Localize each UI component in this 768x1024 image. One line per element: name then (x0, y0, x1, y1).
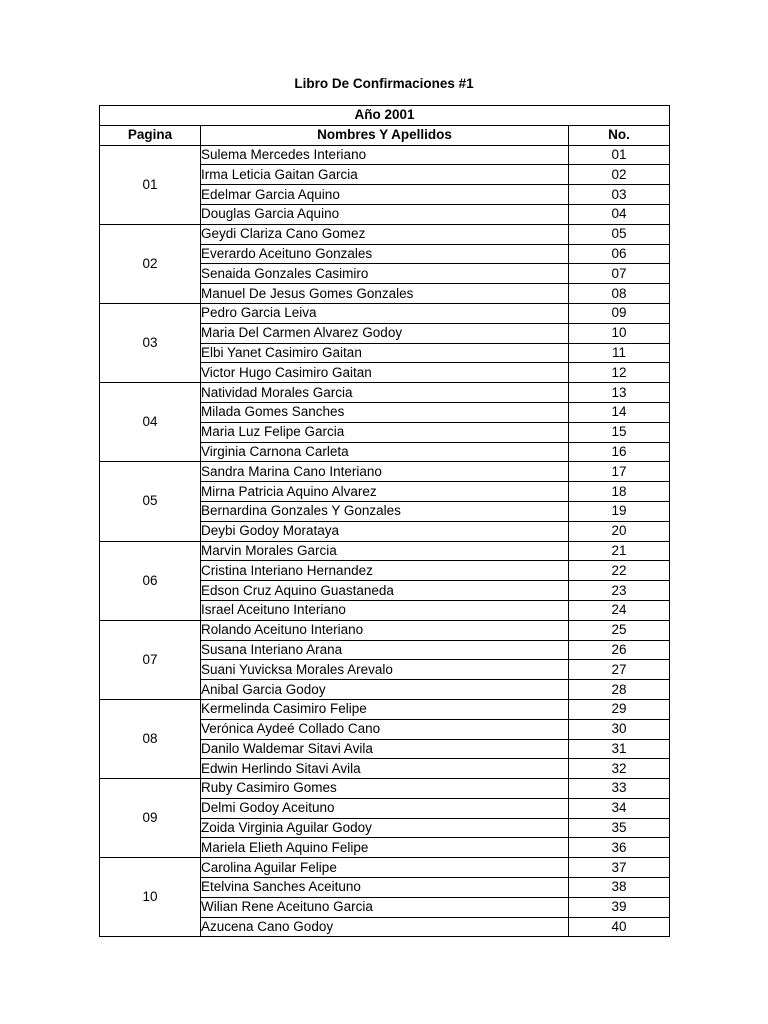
name-cell: Mariela Elieth Aquino Felipe (201, 838, 569, 858)
table-row (100, 462, 670, 482)
pagina-cell: 05 (100, 462, 201, 541)
number-cell: 16 (569, 442, 670, 462)
number-cell: 33 (569, 779, 670, 799)
name-cell: Anibal Garcia Godoy (201, 680, 569, 700)
number-cell: 12 (569, 363, 670, 383)
table-row (100, 145, 670, 165)
name-cell: Carolina Aguilar Felipe (201, 858, 569, 878)
pagina-cell: 01 (100, 145, 201, 224)
pagina-cell: 09 (100, 779, 201, 858)
name-cell: Maria Luz Felipe Garcia (201, 422, 569, 442)
name-cell: Maria Del Carmen Alvarez Godoy (201, 323, 569, 343)
number-cell: 02 (569, 165, 670, 185)
number-cell: 31 (569, 739, 670, 759)
year-row (100, 106, 670, 126)
number-cell: 23 (569, 581, 670, 601)
pagina-cell: 07 (100, 620, 201, 699)
number-cell: 36 (569, 838, 670, 858)
name-cell: Azucena Cano Godoy (201, 917, 569, 937)
document-title: Libro De Confirmaciones #1 (294, 76, 474, 91)
name-cell: Mirna Patricia Aquino Alvarez (201, 482, 569, 502)
name-cell: Irma Leticia Gaitan Garcia (201, 165, 569, 185)
number-cell: 18 (569, 482, 670, 502)
number-cell: 20 (569, 521, 670, 541)
number-cell: 07 (569, 264, 670, 284)
table-row (100, 224, 670, 244)
name-cell: Sulema Mercedes Interiano (201, 145, 569, 165)
name-cell: Senaida Gonzales Casimiro (201, 264, 569, 284)
pagina-cell: 08 (100, 699, 201, 778)
number-cell: 14 (569, 402, 670, 422)
table-row (100, 303, 670, 323)
name-cell: Kermelinda Casimiro Felipe (201, 699, 569, 719)
name-cell: Verónica Aydeé Collado Cano (201, 719, 569, 739)
name-cell: Suani Yuvicksa Morales Arevalo (201, 660, 569, 680)
name-cell: Delmi Godoy Aceituno (201, 798, 569, 818)
table-row (100, 620, 670, 640)
name-cell: Susana Interiano Arana (201, 640, 569, 660)
number-cell: 35 (569, 818, 670, 838)
name-cell: Zoida Virginia Aguilar Godoy (201, 818, 569, 838)
name-cell: Douglas Garcia Aquino (201, 204, 569, 224)
name-cell: Manuel De Jesus Gomes Gonzales (201, 284, 569, 304)
name-cell: Everardo Aceituno Gonzales (201, 244, 569, 264)
number-cell: 21 (569, 541, 670, 561)
number-cell: 25 (569, 620, 670, 640)
name-cell: Edson Cruz Aquino Guastaneda (201, 581, 569, 601)
name-cell: Ruby Casimiro Gomes (201, 779, 569, 799)
pagina-cell: 10 (100, 858, 201, 937)
number-cell: 26 (569, 640, 670, 660)
name-cell: Wilian Rene Aceituno Garcia (201, 897, 569, 917)
name-cell: Milada Gomes Sanches (201, 402, 569, 422)
pagina-cell: 02 (100, 224, 201, 303)
number-cell: 11 (569, 343, 670, 363)
name-cell: Victor Hugo Casimiro Gaitan (201, 363, 569, 383)
number-cell: 05 (569, 224, 670, 244)
number-cell: 24 (569, 600, 670, 620)
name-cell: Marvin Morales Garcia (201, 541, 569, 561)
column-header-row (100, 125, 670, 145)
number-cell: 03 (569, 185, 670, 205)
number-cell: 01 (569, 145, 670, 165)
number-cell: 40 (569, 917, 670, 937)
number-cell: 19 (569, 501, 670, 521)
number-cell: 34 (569, 798, 670, 818)
number-cell: 06 (569, 244, 670, 264)
confirmations-table (99, 105, 670, 937)
table-row (100, 779, 670, 799)
column-header-number: No. (569, 125, 670, 145)
name-cell: Cristina Interiano Hernandez (201, 561, 569, 581)
name-cell: Pedro Garcia Leiva (201, 303, 569, 323)
table-body (100, 145, 670, 937)
number-cell: 27 (569, 660, 670, 680)
name-cell: Elbi Yanet Casimiro Gaitan (201, 343, 569, 363)
number-cell: 08 (569, 284, 670, 304)
number-cell: 09 (569, 303, 670, 323)
number-cell: 15 (569, 422, 670, 442)
name-cell: Edwin Herlindo Sitavi Avila (201, 759, 569, 779)
name-cell: Rolando Aceituno Interiano (201, 620, 569, 640)
number-cell: 10 (569, 323, 670, 343)
name-cell: Deybi Godoy Morataya (201, 521, 569, 541)
table-row (100, 383, 670, 403)
number-cell: 13 (569, 383, 670, 403)
number-cell: 38 (569, 878, 670, 898)
pagina-cell: 03 (100, 303, 201, 382)
number-cell: 30 (569, 719, 670, 739)
number-cell: 04 (569, 204, 670, 224)
table-row (100, 858, 670, 878)
number-cell: 37 (569, 858, 670, 878)
name-cell: Geydi Clariza Cano Gomez (201, 224, 569, 244)
name-cell: Etelvina Sanches Aceituno (201, 878, 569, 898)
name-cell: Edelmar Garcia Aquino (201, 185, 569, 205)
table-row (100, 699, 670, 719)
pagina-cell: 04 (100, 383, 201, 462)
name-cell: Danilo Waldemar Sitavi Avila (201, 739, 569, 759)
number-cell: 29 (569, 699, 670, 719)
number-cell: 22 (569, 561, 670, 581)
name-cell: Sandra Marina Cano Interiano (201, 462, 569, 482)
column-header-names: Nombres Y Apellidos (201, 125, 569, 145)
name-cell: Natividad Morales Garcia (201, 383, 569, 403)
table-row (100, 541, 670, 561)
pagina-cell: 06 (100, 541, 201, 620)
name-cell: Virginia Carnona Carleta (201, 442, 569, 462)
number-cell: 32 (569, 759, 670, 779)
number-cell: 39 (569, 897, 670, 917)
number-cell: 17 (569, 462, 670, 482)
name-cell: Bernardina Gonzales Y Gonzales (201, 501, 569, 521)
name-cell: Israel Aceituno Interiano (201, 600, 569, 620)
number-cell: 28 (569, 680, 670, 700)
year-header: Año 2001 (100, 106, 670, 126)
column-header-pagina: Pagina (100, 125, 201, 145)
